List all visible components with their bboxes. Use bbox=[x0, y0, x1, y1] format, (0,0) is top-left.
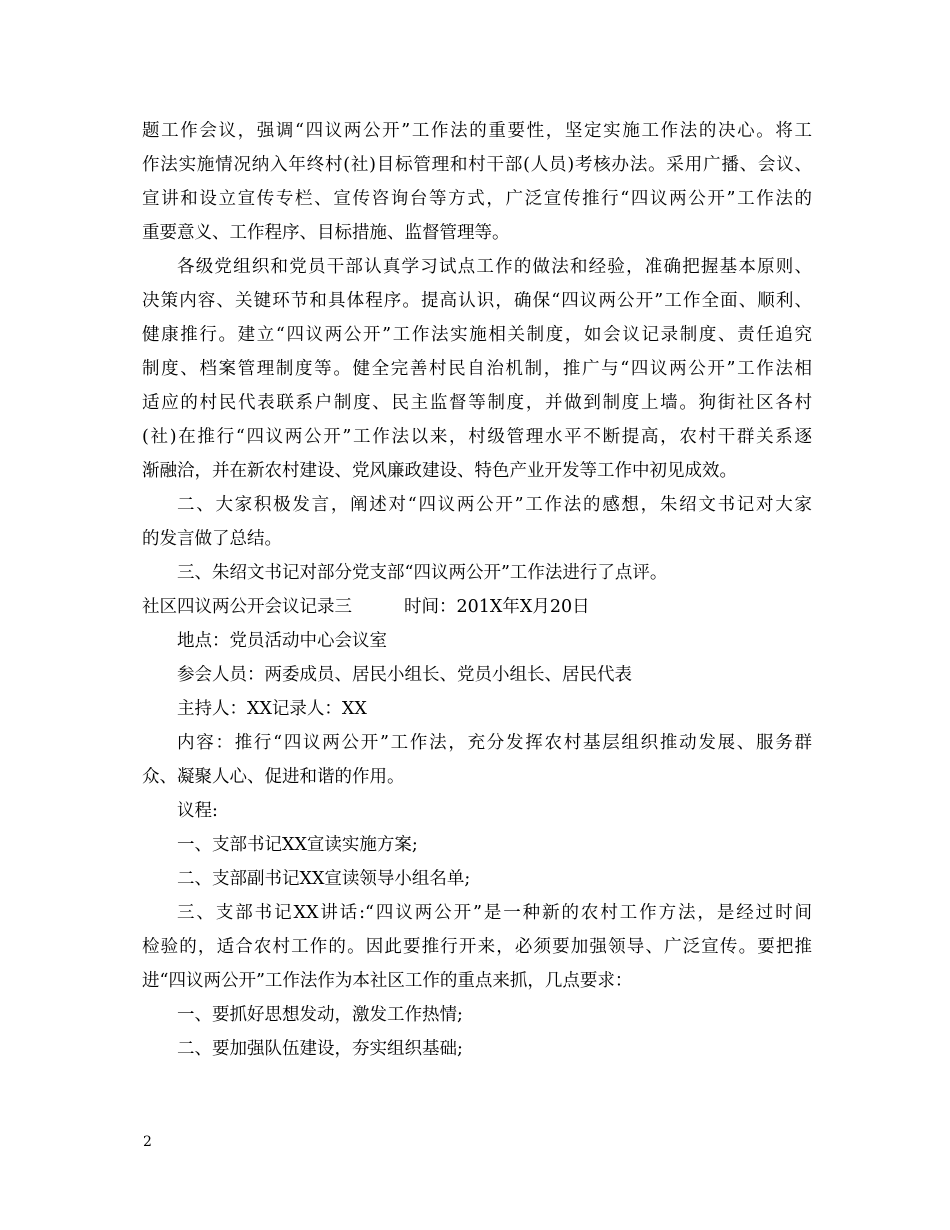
page-number: 2 bbox=[143, 1134, 152, 1150]
requirement-item: 一、要抓好思想发动，激发工作热情; bbox=[177, 1005, 463, 1025]
paragraph-line: 进“四议两公开”工作法作为本社区工作的重点来抓，几点要求： bbox=[142, 971, 633, 991]
requirement-item: 二、要加强队伍建设，夯实组织基础; bbox=[177, 1039, 463, 1059]
meeting-location: 地点：党员活动中心会议室 bbox=[177, 631, 387, 651]
paragraph-line: 制度、档案管理制度等。健全完善村民自治机制，推广与“四议两公开”工作法相 bbox=[142, 359, 812, 379]
paragraph-line: 作法实施情况纳入年终村(社)目标管理和村干部(人员)考核办法。采用广播、会议、 bbox=[142, 155, 812, 175]
meeting-host-recorder: 主持人：XX记录人：XX bbox=[177, 699, 367, 719]
paragraph-line: 的发言做了总结。 bbox=[142, 529, 282, 549]
meeting-heading bbox=[142, 590, 812, 624]
paragraph-line: 渐融洽，并在新农村建设、党风廉政建设、特色产业开发等工作中初见成效。 bbox=[142, 461, 737, 481]
paragraph-line: 健康推行。建立“四议两公开”工作法实施相关制度，如会议记录制度、责任追究 bbox=[142, 325, 812, 345]
paragraph-line: 题工作会议，强调“四议两公开”工作法的重要性，坚定实施工作法的决心。将工 bbox=[142, 121, 812, 141]
paragraph-line: 决策内容、关键环节和具体程序。提高认识，确保“四议两公开”工作全面、顺利、 bbox=[142, 291, 812, 311]
paragraph-line: 适应的村民代表联系户制度、民主监督等制度，并做到制度上墙。狗街社区各村 bbox=[142, 393, 812, 413]
paragraph-line: 重要意义、工作程序、目标措施、监督管理等。 bbox=[142, 223, 510, 243]
meeting-attendees: 参会人员：两委成员、居民小组长、党员小组长、居民代表 bbox=[177, 665, 632, 685]
paragraph-line: 宣讲和设立宣传专栏、宣传咨询台等方式，广泛宣传推行“四议两公开”工作法的 bbox=[142, 189, 812, 209]
document-body bbox=[142, 114, 812, 1066]
paragraph-line: 各级党组织和党员干部认真学习试点工作的做法和经验，准确把握基本原则、 bbox=[177, 257, 812, 277]
paragraph-line: (社)在推行“四议两公开”工作法以来，村级管理水平不断提高，农村干群关系逐 bbox=[142, 427, 812, 447]
paragraph-line: 三、朱绍文书记对部分党支部“四议两公开”工作法进行了点评。 bbox=[177, 563, 668, 583]
agenda-item: 二、支部副书记XX宣读领导小组名单; bbox=[177, 869, 471, 889]
agenda-heading: 议程: bbox=[177, 801, 218, 821]
paragraph-line: 内容：推行“四议两公开”工作法，充分发挥农村基层组织推动发展、服务群 bbox=[177, 733, 812, 753]
paragraph-line: 众、凝聚人心、促进和谐的作用。 bbox=[142, 767, 405, 787]
paragraph-line: 二、大家积极发言，阐述对“四议两公开”工作法的感想，朱绍文书记对大家 bbox=[177, 495, 812, 515]
meeting-time: 时间：201X年X月20日 bbox=[404, 597, 590, 617]
paragraph-line: 检验的，适合农村工作的。因此要推行开来，必须要加强领导、广泛宣传。要把推 bbox=[142, 937, 812, 957]
agenda-item: 一、支部书记XX宣读实施方案; bbox=[177, 835, 418, 855]
paragraph-line: 三、支部书记XX讲话:“四议两公开”是一种新的农村工作方法，是经过时间 bbox=[177, 903, 812, 923]
meeting-title: 社区四议两公开会议记录三 bbox=[142, 597, 352, 617]
